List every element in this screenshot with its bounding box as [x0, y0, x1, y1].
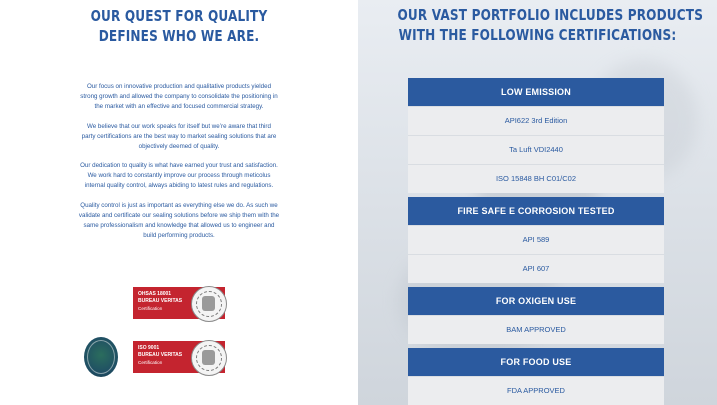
- left-panel: [0, 0, 358, 405]
- certification-item: FDA APPROVED: [408, 376, 664, 405]
- bureau-veritas-seal-icon: [191, 286, 227, 322]
- cert-code: OHSAS 18001: [138, 291, 172, 297]
- cert-brand: BUREAU VERITAS: [138, 352, 183, 358]
- paragraph-line: We work hard to constantly improve our process through meticolus: [87, 172, 271, 180]
- paragraph-line: build performing products.: [143, 231, 215, 239]
- headline-line-1: OUR VAST PORTFOLIO INCLUDES PRODUCTS: [397, 6, 704, 24]
- paragraph-line: internal quality control, always abiding to latest rules and regulations.: [84, 182, 274, 190]
- bureau-veritas-seal-icon: [191, 340, 227, 376]
- section-header-fire-safe: FIRE SAFE E CORROSION TESTED: [408, 197, 664, 225]
- paragraph: [60, 161, 298, 191]
- paragraph-line: same professionalism and knowledge that allowed us to engineer and: [83, 221, 275, 229]
- seal-figure: [202, 296, 215, 311]
- portfolio-title: [397, 5, 704, 45]
- ohsas-certificate-badge: [133, 287, 193, 319]
- page-title: [39, 6, 318, 46]
- paragraph-line: We believe that our work speaks for itself but we’re aware that third: [87, 122, 271, 130]
- certification-item: BAM APPROVED: [408, 315, 664, 344]
- paragraph: [60, 201, 298, 241]
- paragraph-line: strong growth and allowed the company to consolidate the positioning in: [80, 92, 278, 100]
- section-header-low-emission: LOW EMISSION: [408, 78, 664, 106]
- accredia-logo-icon: [84, 337, 118, 377]
- certification-item: API 607: [408, 254, 664, 283]
- paragraph-line: objectively deemed of quality.: [138, 142, 220, 150]
- quality-statement: [60, 82, 298, 251]
- seal-figure: [202, 350, 215, 365]
- certification-item: API 589: [408, 225, 664, 254]
- certification-item: Ta Luft VDI2440: [408, 135, 664, 164]
- logo-ring: [87, 340, 115, 374]
- certification-item: ISO 15848 BH C01/C02: [408, 164, 664, 193]
- cert-sub: Certification: [138, 306, 163, 311]
- paragraph: [60, 122, 298, 152]
- headline-line-2: WITH THE FOLLOWING CERTIFICATIONS:: [398, 26, 677, 44]
- cert-brand: BUREAU VERITAS: [138, 298, 183, 304]
- paragraph-line: validate and certificate our sealing solutions before we ship them with the: [78, 212, 280, 220]
- section-header-oxigen-use: FOR OXIGEN USE: [408, 287, 664, 315]
- paragraph-line: Our dedication to quality is what have earned your trust and satisfaction.: [80, 162, 278, 170]
- paragraph-line: the market with an effective and focused commercial strategy.: [94, 102, 264, 110]
- headline-line-2: DEFINES WHO WE ARE.: [98, 27, 260, 45]
- cert-code: ISO 9001: [138, 345, 160, 351]
- cert-sub: Certification: [138, 360, 163, 365]
- paragraph-line: Quality control is just as important as everything else we do. As such we: [80, 202, 278, 210]
- section-header-food-use: FOR FOOD USE: [408, 348, 664, 376]
- certification-item: API622 3rd Edition: [408, 106, 664, 135]
- paragraph-line: Our focus on innovative production and qualitative products yielded: [86, 83, 272, 90]
- paragraph-line: party certifications are the best way to market sealing solutions that are: [81, 132, 277, 140]
- iso-certificate-badge: [133, 341, 193, 373]
- paragraph: [60, 82, 298, 112]
- headline-line-1: OUR QUEST FOR QUALITY: [90, 7, 268, 25]
- certifications-table: [408, 78, 664, 405]
